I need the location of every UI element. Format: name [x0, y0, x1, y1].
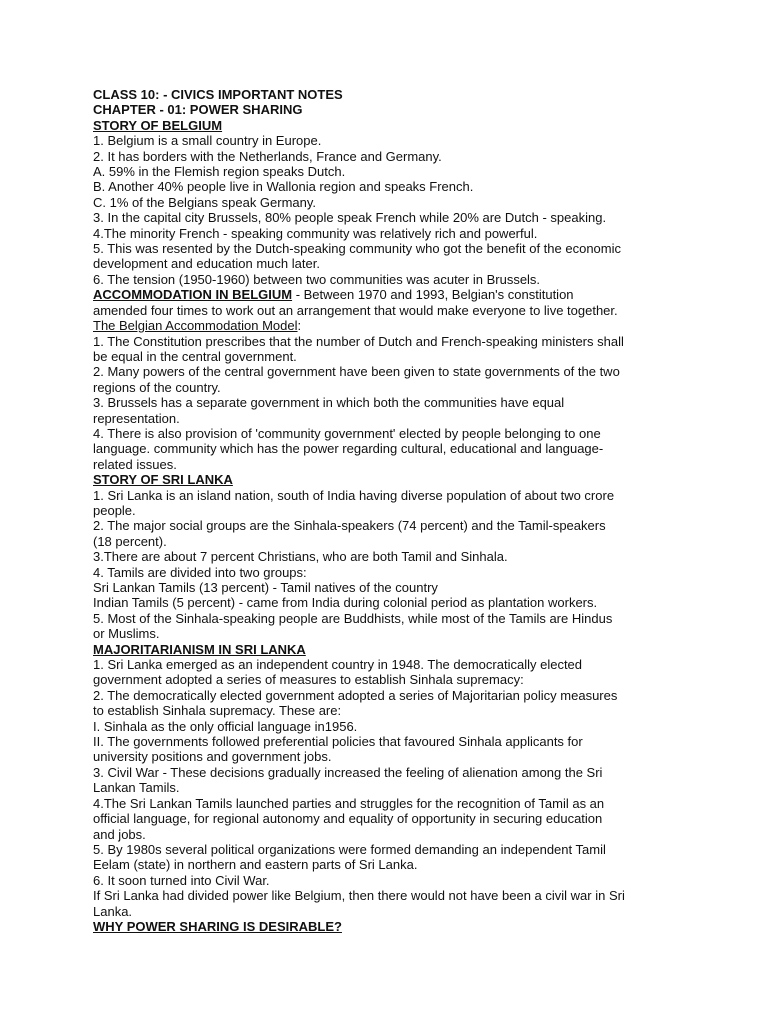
- text-line: [93, 657, 683, 672]
- text-line: [93, 426, 683, 441]
- body-text: to establish Sinhala supremacy. These are:: [93, 703, 342, 719]
- text-line: [93, 904, 683, 919]
- body-text: 1. Sri Lanka is an island nation, south of India having diverse population of about two crore: [93, 487, 615, 503]
- body-text: university positions and government jobs.: [93, 749, 332, 765]
- body-text: government adopted a series of measures to establish Sinhala supremacy:: [93, 672, 524, 688]
- text-line: [93, 349, 683, 364]
- body-text: 4. There is also provision of 'community government' elected by people belonging to one: [93, 425, 601, 441]
- body-text: The Belgian Accommodation Model: [93, 318, 298, 334]
- text-line: [93, 827, 683, 842]
- text-line: [93, 765, 683, 780]
- title-text: CLASS 10: - CIVICS IMPORTANT NOTES: [93, 87, 343, 102]
- body-text: people.: [93, 502, 136, 518]
- body-text: II. The governments followed preferential policies that favoured Sinhala applicants for: [93, 734, 583, 750]
- text-line: [93, 226, 683, 241]
- text-line: [93, 195, 683, 210]
- body-text: official language, for regional autonomy and equality of opportunity in securing education: [93, 811, 603, 827]
- body-text: 1. Sri Lanka emerged as an independent country in 1948. The democratically elected: [93, 657, 583, 673]
- text-line: [93, 303, 683, 318]
- body-text: 3. Brussels has a separate government in which both the communities have equal: [93, 395, 565, 411]
- body-text: development and education much later.: [93, 256, 320, 272]
- text-line: [93, 842, 683, 857]
- text-line: [93, 796, 683, 811]
- body-text: 1. Belgium is a small country in Europe.: [93, 133, 322, 149]
- body-text: 3. Civil War - These decisions gradually increased the feeling of alienation among the Sri: [93, 764, 603, 780]
- body-text: If Sri Lanka had divided power like Belgium, then there would not have been a civil war in Sri: [93, 888, 625, 904]
- body-text: 4.The Sri Lankan Tamils launched parties and struggles for the recognition of Tamil as an: [93, 795, 605, 811]
- body-text: 4. Tamils are divided into two groups:: [93, 564, 307, 580]
- text-line: [93, 380, 683, 395]
- text-line: [93, 488, 683, 503]
- body-text: B. Another 40% people live in Wallonia region and speaks French.: [93, 179, 474, 195]
- text-line: [93, 503, 683, 518]
- body-text: 3. In the capital city Brussels, 80% people speak French while 20% are Dutch - speaking.: [93, 210, 607, 226]
- text-line: [93, 534, 683, 549]
- text-line: [93, 133, 683, 148]
- body-text: 6. The tension (1950-1960) between two communities was acuter in Brussels.: [93, 271, 541, 287]
- text-line: [93, 518, 683, 533]
- body-text: Lanka.: [93, 903, 133, 919]
- text-line: [93, 719, 683, 734]
- text-line: [93, 888, 683, 903]
- body-text: Sri Lankan Tamils (13 percent) - Tamil natives of the country: [93, 580, 438, 595]
- text-line: [93, 102, 683, 117]
- text-line: [93, 672, 683, 687]
- text-line: [93, 549, 683, 564]
- text-line: [93, 441, 683, 456]
- body-text: 2. It has borders with the Netherlands, France and Germany.: [93, 148, 442, 164]
- body-text: or Muslims.: [93, 626, 160, 642]
- body-text: Lankan Tamils.: [93, 780, 180, 796]
- text-line: [93, 565, 683, 580]
- body-text: 3.There are about 7 percent Christians, who are both Tamil and Sinhala.: [93, 549, 508, 565]
- text-line: [93, 395, 683, 410]
- text-line: [93, 734, 683, 749]
- section-heading: STORY OF BELGIUM: [93, 117, 223, 133]
- document-body: [93, 87, 683, 934]
- text-line: [93, 118, 683, 133]
- body-text: - Between 1970 and 1993, Belgian's constitution: [292, 287, 574, 303]
- body-text: :: [297, 318, 302, 334]
- text-line: [93, 749, 683, 764]
- text-line: [93, 287, 683, 302]
- text-line: [93, 703, 683, 718]
- text-line: [93, 318, 683, 333]
- section-heading: STORY OF SRI LANKA: [93, 472, 233, 488]
- body-text: related issues.: [93, 456, 177, 472]
- text-line: [93, 611, 683, 626]
- text-line: [93, 857, 683, 872]
- body-text: 2. The democratically elected government adopted a series of Majoritarian policy measures: [93, 687, 618, 703]
- body-text: I. Sinhala as the only official language in1956.: [93, 718, 358, 734]
- body-text: 2. The major social groups are the Sinhala-speakers (74 percent) and the Tamil-speakers: [93, 518, 606, 534]
- body-text: 5. By 1980s several political organizations were formed demanding an independent Tamil: [93, 841, 606, 857]
- text-line: [93, 411, 683, 426]
- body-text: Indian Tamils (5 percent) - came from India during colonial period as plantation workers.: [93, 595, 598, 611]
- body-text: 6. It soon turned into Civil War.: [93, 872, 270, 888]
- text-line: [93, 272, 683, 287]
- text-line: [93, 780, 683, 795]
- body-text: be equal in the central government.: [93, 348, 297, 364]
- section-heading: WHY POWER SHARING IS DESIRABLE?: [93, 918, 342, 934]
- text-line: [93, 811, 683, 826]
- text-line: [93, 149, 683, 164]
- text-line: [93, 688, 683, 703]
- text-line: [93, 873, 683, 888]
- text-line: [93, 626, 683, 641]
- section-heading: MAJORITARIANISM IN SRI LANKA: [93, 641, 306, 657]
- title-text: CHAPTER - 01: POWER SHARING: [93, 102, 303, 118]
- body-text: Eelam (state) in northern and eastern parts of Sri Lanka.: [93, 857, 418, 873]
- text-line: [93, 595, 683, 610]
- body-text: 4.The minority French - speaking community was relatively rich and powerful.: [93, 225, 538, 241]
- text-line: [93, 642, 683, 657]
- body-text: 2. Many powers of the central government have been given to state governments of the two: [93, 364, 620, 380]
- body-text: language. community which has the power regarding cultural, educational and language-: [93, 441, 604, 457]
- body-text: and jobs.: [93, 826, 146, 842]
- text-line: [93, 334, 683, 349]
- text-line: [93, 919, 683, 934]
- body-text: 5. Most of the Sinhala-speaking people are Buddhists, while most of the Tamils are Hindus: [93, 610, 613, 626]
- section-heading: ACCOMMODATION IN BELGIUM: [93, 287, 293, 303]
- body-text: regions of the country.: [93, 379, 221, 395]
- body-text: (18 percent).: [93, 533, 167, 549]
- text-line: [93, 364, 683, 379]
- body-text: 1. The Constitution prescribes that the number of Dutch and French-speaking ministers shall: [93, 333, 624, 349]
- text-line: [93, 241, 683, 256]
- text-line: [93, 210, 683, 225]
- body-text: amended four times to work out an arrangement that would make everyone to live together.: [93, 302, 618, 318]
- body-text: A. 59% in the Flemish region speaks Dutch.: [93, 164, 346, 180]
- text-line: [93, 472, 683, 487]
- text-line: [93, 457, 683, 472]
- text-line: [93, 580, 683, 595]
- body-text: C. 1% of the Belgians speak Germany.: [93, 194, 317, 210]
- text-line: [93, 164, 683, 179]
- body-text: representation.: [93, 410, 180, 426]
- body-text: 5. This was resented by the Dutch-speaking community who got the benefit of the economic: [93, 241, 621, 257]
- text-line: [93, 256, 683, 271]
- text-line: [93, 179, 683, 194]
- text-line: [93, 87, 683, 102]
